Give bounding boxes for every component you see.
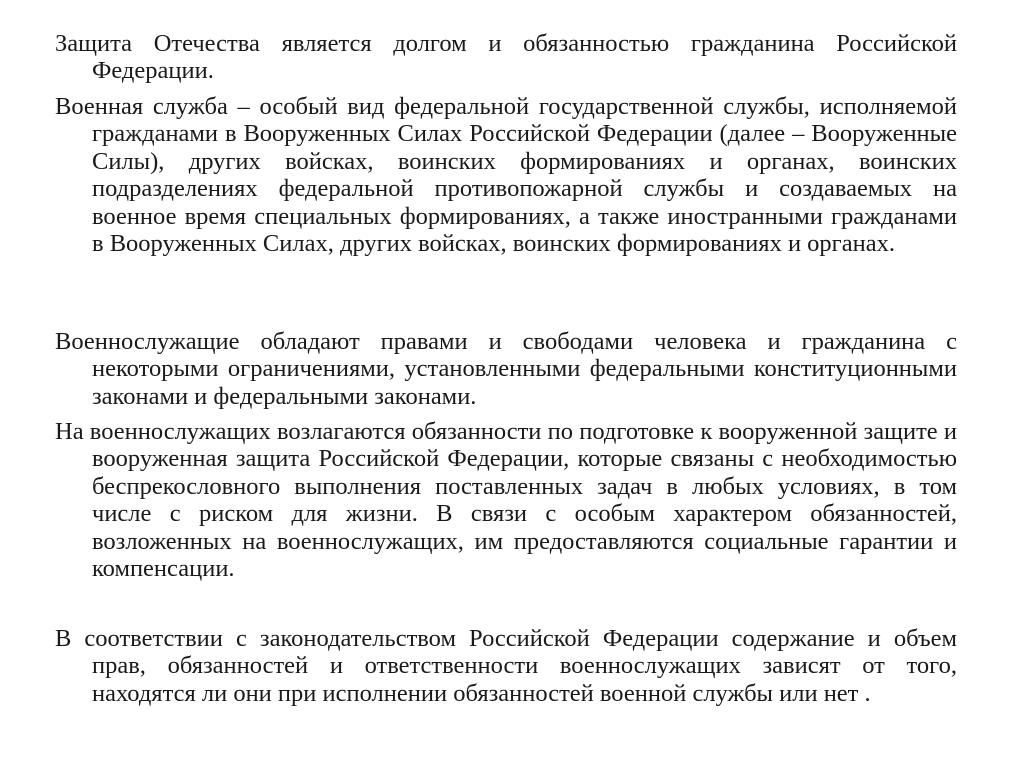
paragraph-defense-duty: Защита Отечества является долгом и обязанностью гражданина Российской Федерации. <box>55 30 957 85</box>
paragraph-legal-scope: В соответствии с законодательством Российской Федерации содержание и объем прав, обязанностей и ответственности военнослужащих зависят от того, находятся ли они при исполнении обязанностей военной службы или нет . <box>55 625 957 707</box>
paragraph-military-service-definition: Военная служба – особый вид федеральной государственной службы, исполняемой гражданами в Вооруженных Силах Российской Федерации (далее – Вооруженные Силы), других войсках, воинских формированиях и органах, воинских подразделениях федеральной противопожарной службы и создаваемых на военное время специальных формированиях, а также иностранными гражданами в Вооруженных Силах, других войсках, воинских формированиях и органах. <box>55 93 957 258</box>
paragraph-servicemen-duties: На военнослужащих возлагаются обязанности по подготовке к вооруженной защите и вооруженная защита Российской Федерации, которые связаны с необходимостью беспрекословного выполнения поставленных задач в любых условиях, в том числе с риском для жизни. В связи с особым характером обязанностей, возложенных на военнослужащих, им предоставляются социальные гарантии и компенсации. <box>55 418 957 583</box>
paragraph-servicemen-rights: Военнослужащие обладают правами и свободами человека и гражданина с некоторыми ограничениями, установленными федеральными конституционными законами и федеральными законами. <box>55 328 957 410</box>
